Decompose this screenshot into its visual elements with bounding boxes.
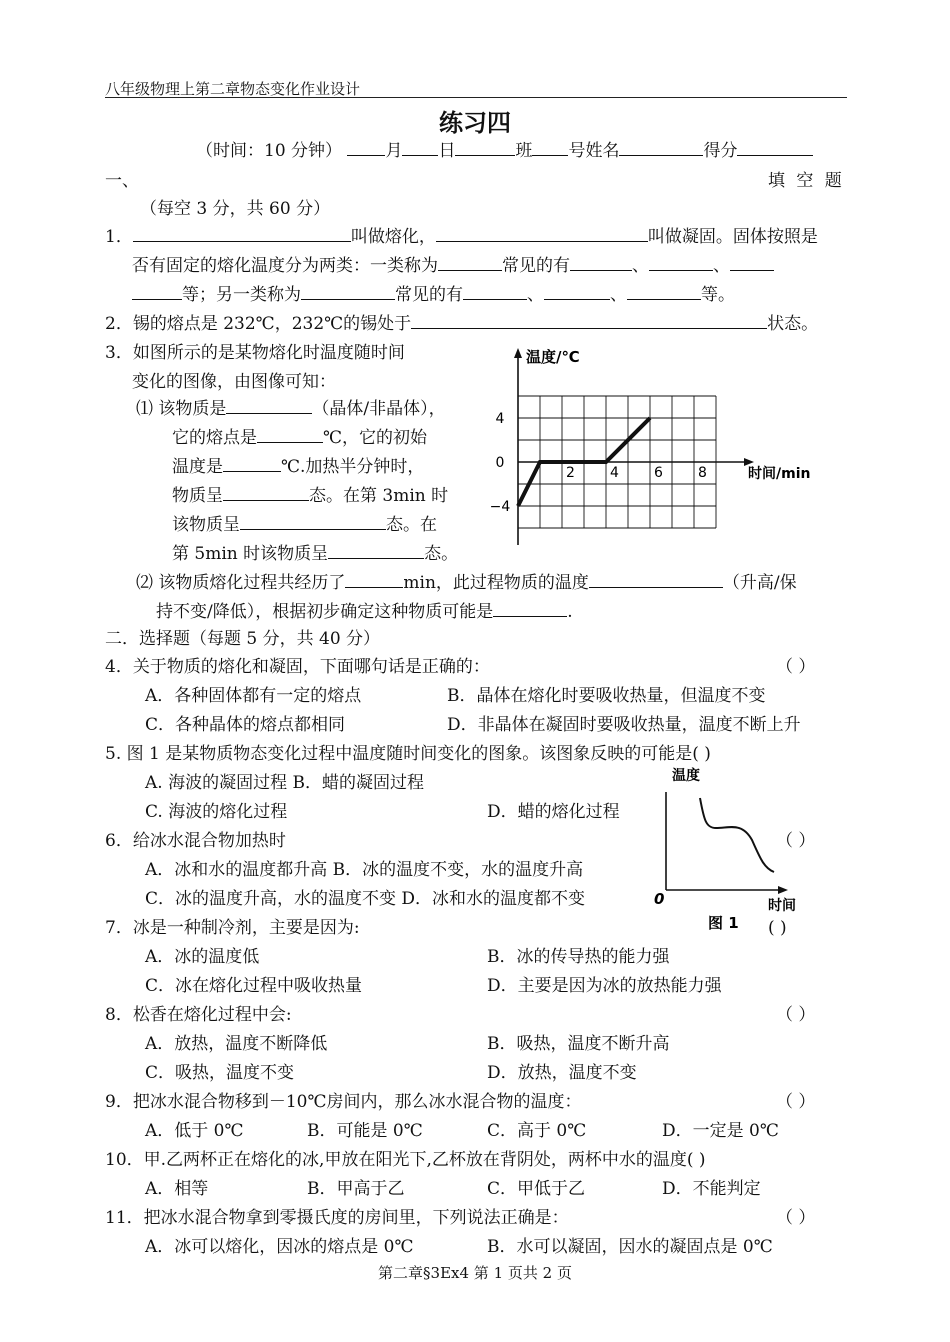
q3-p1-line4: 物质呈 态。在第 3min 时 bbox=[172, 486, 449, 506]
q10-option-c[interactable]: C．甲低于乙 bbox=[487, 1179, 586, 1199]
q3-p1-line2: 它的熔点是 ℃，它的初始 bbox=[172, 428, 428, 448]
q8-option-c[interactable]: C．吸热，温度不变 bbox=[145, 1063, 295, 1083]
info-time: （时间：10 分钟） bbox=[196, 141, 343, 161]
day-blank[interactable] bbox=[402, 140, 438, 156]
x-tick-label: 4 bbox=[610, 465, 619, 481]
q2-blank[interactable] bbox=[411, 313, 767, 329]
q7-option-b[interactable]: B．冰的传导热的能力强 bbox=[487, 947, 670, 967]
q5-option-ab[interactable]: A. 海波的凝固过程 B．蜡的凝固过程 bbox=[145, 773, 424, 793]
q1-line2: 否有固定的熔化温度分为两类：一类称为 常见的有 、 、 bbox=[132, 255, 774, 277]
q10-option-d[interactable]: D．不能判定 bbox=[662, 1179, 761, 1199]
info-num-name: 号姓名 bbox=[568, 141, 620, 161]
x-tick-label: 6 bbox=[654, 465, 663, 481]
q9-answer[interactable]: （ ） bbox=[776, 1092, 816, 1112]
q7-option-a[interactable]: A．冰的温度低 bbox=[145, 947, 260, 967]
q7-option-d[interactable]: D．主要是因为冰的放热能力强 bbox=[487, 976, 722, 996]
y-tick-label: 0 bbox=[495, 455, 505, 471]
section1-num: 一、 bbox=[105, 171, 139, 191]
q8-option-a[interactable]: A．放热，温度不断降低 bbox=[145, 1034, 328, 1054]
x-tick-label: 2 bbox=[566, 465, 575, 481]
name-blank[interactable] bbox=[619, 140, 703, 156]
info-class: 班 bbox=[515, 141, 533, 161]
q9-option-d[interactable]: D．一定是 0℃ bbox=[662, 1121, 779, 1141]
q3-p2-line1: ⑵ 该物质熔化过程共经历了 min，此过程物质的温度 （升高/保 bbox=[136, 573, 797, 593]
q1-blank-8[interactable] bbox=[301, 284, 395, 300]
q3-p1-line6: 第 5min 时该物质呈 态。 bbox=[172, 544, 459, 564]
q1-blank-5[interactable] bbox=[649, 255, 713, 271]
q11-option-a[interactable]: A．冰可以熔化，因冰的熔点是 0℃ bbox=[145, 1237, 414, 1257]
q7-answer[interactable]: ( ) bbox=[768, 918, 787, 938]
x-axis-arrow bbox=[744, 458, 754, 466]
q1-blank-1[interactable] bbox=[133, 226, 351, 242]
q6-option-ab[interactable]: A．冰和水的温度都升高 B．冰的温度不变，水的温度升高 bbox=[145, 860, 584, 880]
q8-stem: 8．松香在熔化过程中会: bbox=[105, 1005, 292, 1025]
melting-graph bbox=[470, 340, 830, 550]
info-line bbox=[196, 140, 813, 162]
q11-option-b[interactable]: B．水可以凝固，因水的凝固点是 0℃ bbox=[487, 1237, 773, 1257]
q3-blank-type[interactable] bbox=[226, 398, 312, 414]
fig1-x-arrow bbox=[778, 886, 788, 894]
q5-option-d[interactable]: D．蜡的熔化过程 bbox=[487, 802, 620, 822]
section1-title: 填 空 题 bbox=[768, 171, 842, 191]
q10-option-b[interactable]: B．甲高于乙 bbox=[307, 1179, 405, 1199]
q7-option-c[interactable]: C．冰在熔化过程中吸收热量 bbox=[145, 976, 363, 996]
score-blank[interactable] bbox=[737, 140, 813, 156]
fig1-ylabel: 温度 bbox=[672, 768, 700, 784]
q4-option-a[interactable]: A．各种固体都有一定的熔点 bbox=[145, 686, 362, 706]
fig1-origin: 0 bbox=[654, 890, 665, 908]
graph-xlabel: 时间/min bbox=[748, 466, 811, 482]
q3-p1-line3: 温度是 ℃.加热半分钟时， bbox=[172, 457, 425, 477]
q4-option-c[interactable]: C．各种晶体的熔点都相同 bbox=[145, 715, 346, 735]
info-month: 月 bbox=[385, 141, 403, 161]
q6-option-cd[interactable]: C．冰的温度升高，水的温度不变 D．冰和水的温度都不变 bbox=[145, 889, 586, 909]
q3-p2-line2: 持不变/降低），根据初步确定这种物质可能是 . bbox=[156, 602, 573, 622]
q1-blank-7[interactable] bbox=[132, 284, 182, 300]
q9-stem: 9．把冰水混合物移到－10℃房间内，那么冰水混合物的温度： bbox=[105, 1092, 582, 1112]
q3-p1-line5: 该物质呈 态。在 bbox=[172, 515, 437, 535]
q1-blank-3[interactable] bbox=[438, 255, 502, 271]
q3-intro2: 变化的图像，由图像可知： bbox=[132, 372, 336, 392]
class-blank[interactable] bbox=[455, 140, 515, 156]
section2-title: 二．选择题（每题 5 分，共 40 分） bbox=[105, 629, 381, 649]
q6-answer[interactable]: （ ） bbox=[776, 831, 816, 851]
q3-blank-state-half-min[interactable] bbox=[223, 485, 309, 501]
y-axis-arrow bbox=[514, 348, 522, 358]
q10-option-a[interactable]: A．相等 bbox=[145, 1179, 209, 1199]
q1-line1: 1． 叫做熔化， 叫做凝固。固体按照是 bbox=[105, 227, 818, 247]
q3-intro1: 3．如图所示的是某物熔化时温度随时间 bbox=[105, 343, 405, 363]
month-blank[interactable] bbox=[347, 140, 385, 156]
page-footer: 第二章§3Ex4 第 1 页共 2 页 bbox=[378, 1264, 572, 1282]
fig1-curve bbox=[700, 798, 774, 872]
q6-stem: 6．给冰水混合物加热时 bbox=[105, 831, 286, 851]
q4-option-d[interactable]: D．非晶体在凝固时要吸收热量，温度不断上升 bbox=[447, 715, 801, 735]
q3-blank-initial-temp[interactable] bbox=[223, 456, 281, 472]
q1-blank-11[interactable] bbox=[627, 284, 701, 300]
q3-blank-substance[interactable] bbox=[493, 601, 567, 617]
q5-option-c[interactable]: C. 海波的熔化过程 bbox=[145, 802, 288, 822]
number-blank[interactable] bbox=[532, 140, 568, 156]
q1-blank-4[interactable] bbox=[570, 255, 632, 271]
q8-option-b[interactable]: B．吸热，温度不断升高 bbox=[487, 1034, 670, 1054]
q9-option-a[interactable]: A．低于 0℃ bbox=[145, 1121, 244, 1141]
q1-blank-9[interactable] bbox=[463, 284, 527, 300]
q3-blank-state-5min[interactable] bbox=[328, 543, 424, 559]
q3-blank-duration[interactable] bbox=[345, 572, 403, 588]
q4-stem: 4．关于物质的熔化和凝固，下面哪句话是正确的： bbox=[105, 657, 490, 677]
y-tick-label: 4 bbox=[495, 411, 505, 427]
q1-blank-6[interactable] bbox=[730, 255, 774, 271]
q9-option-b[interactable]: B．可能是 0℃ bbox=[307, 1121, 423, 1141]
y-tick-label: −4 bbox=[489, 499, 511, 515]
q7-stem: 7．冰是一种制冷剂，主要是因为: bbox=[105, 918, 360, 938]
q3-blank-state-3min[interactable] bbox=[240, 514, 386, 530]
q1-blank-2[interactable] bbox=[436, 226, 648, 242]
q11-stem: 11．把冰水混合物拿到零摄氏度的房间里，下列说法正确是： bbox=[105, 1208, 569, 1228]
q10-stem: 10．甲.乙两杯正在熔化的冰,甲放在阳光下,乙杯放在背阴处，两杯中水的温度( ) bbox=[105, 1150, 706, 1170]
q3-blank-temp-change[interactable] bbox=[589, 572, 723, 588]
x-tick-label: 8 bbox=[698, 465, 707, 481]
q2: 2．锡的熔点是 232℃，232℃的锡处于 状态。 bbox=[105, 314, 819, 334]
q4-answer[interactable]: （ ） bbox=[776, 657, 816, 677]
q5-stem: 5. 图 1 是某物质物态变化过程中温度随时间变化的图象。该图象反映的可能是( ) bbox=[105, 744, 711, 764]
q1-blank-10[interactable] bbox=[544, 284, 610, 300]
q4-option-b[interactable]: B．晶体在熔化时要吸收热量，但温度不变 bbox=[447, 686, 766, 706]
info-score: 得分 bbox=[703, 141, 738, 161]
header-divider bbox=[105, 97, 847, 98]
fig1-caption: 图 1 bbox=[708, 914, 739, 932]
q8-option-d[interactable]: D．放热，温度不变 bbox=[487, 1063, 637, 1083]
graph-ylabel: 温度/℃ bbox=[526, 348, 580, 366]
page-title: 练习四 bbox=[439, 109, 511, 137]
q3-blank-melting-point[interactable] bbox=[257, 427, 323, 443]
q9-option-c[interactable]: C．高于 0℃ bbox=[487, 1121, 587, 1141]
q1-line3: 等；另一类称为 常见的有 、 、 等。 bbox=[132, 284, 735, 306]
q8-answer[interactable]: （ ） bbox=[776, 1005, 816, 1025]
q3-p1-line1: ⑴ 该物质是 （晶体/非晶体）， bbox=[136, 399, 446, 419]
section1-points: （每空 3 分，共 60 分） bbox=[140, 199, 331, 219]
fig1-xlabel: 时间 bbox=[768, 898, 796, 914]
q11-answer[interactable]: （ ） bbox=[776, 1208, 816, 1228]
info-day: 日 bbox=[438, 141, 456, 161]
document-header: 八年级物理上第二章物态变化作业设计 bbox=[105, 80, 361, 98]
